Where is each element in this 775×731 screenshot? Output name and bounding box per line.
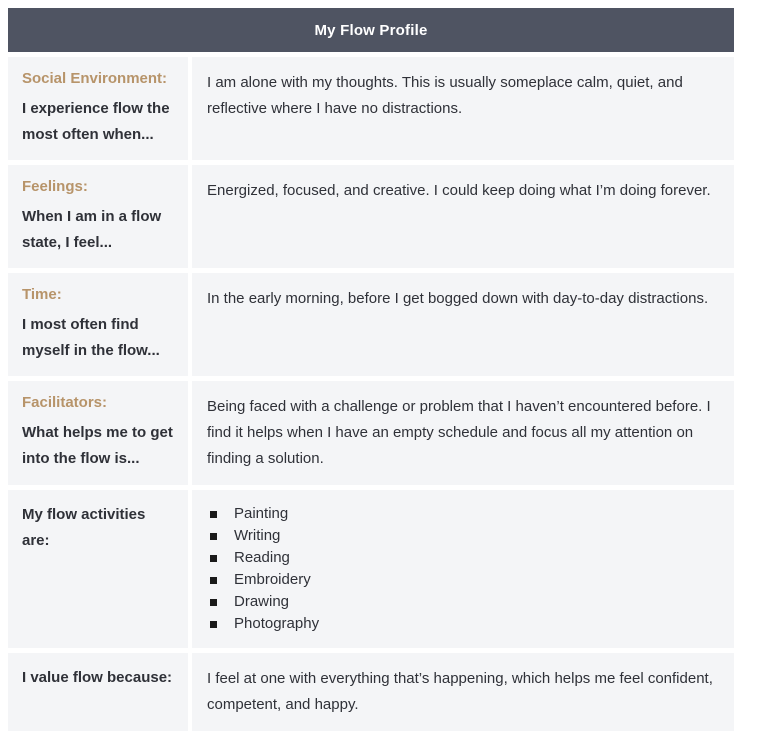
table-row [8, 381, 734, 485]
row-heading: Social Environment: [22, 70, 168, 87]
row-heading: Feelings: [22, 178, 88, 195]
table-title: My Flow Profile [314, 21, 428, 39]
list-item [207, 569, 718, 591]
list-item [207, 503, 718, 525]
square-bullet-icon [210, 555, 217, 562]
row-label-cell [8, 490, 188, 648]
list-item [207, 591, 718, 613]
list-item-label: Writing [234, 527, 281, 544]
row-prompt: I experience flow the most often when... [22, 100, 170, 143]
table-row [8, 490, 734, 648]
row-label-cell [8, 273, 188, 376]
square-bullet-icon [210, 533, 217, 540]
list-item-label: Drawing [234, 593, 290, 610]
row-content-text: I feel at one with everything that’s happening, which helps me feel confident, competent, and happy. [207, 670, 713, 713]
list-item [207, 547, 718, 569]
row-prompt: When I am in a flow state, I feel... [22, 208, 162, 251]
row-label-cell [8, 381, 188, 485]
flow-activities-list [207, 503, 718, 635]
table-header [8, 8, 734, 52]
row-prompt: I value flow because: [22, 669, 173, 686]
list-item-label: Reading [234, 549, 290, 566]
table-row [8, 653, 734, 731]
row-content-cell [192, 653, 734, 731]
square-bullet-icon [210, 577, 217, 584]
row-content-cell [192, 165, 734, 268]
row-prompt: I most often find myself in the flow... [22, 316, 160, 359]
row-content-text: In the early morning, before I get bogged down with day-to-day distractions. [207, 290, 709, 307]
row-content-cell [192, 490, 734, 648]
row-content-text: I am alone with my thoughts. This is usually someplace calm, quiet, and reflective where I have no distractions. [207, 74, 683, 117]
square-bullet-icon [210, 621, 217, 628]
row-content-cell [192, 57, 734, 160]
list-item [207, 613, 718, 635]
row-prompt: What helps me to get into the flow is... [22, 424, 173, 467]
list-item-label: Embroidery [234, 571, 311, 588]
table-row [8, 273, 734, 376]
row-label-cell [8, 57, 188, 160]
row-content-text: Energized, focused, and creative. I could keep doing what I’m doing forever. [207, 182, 711, 199]
row-content-cell [192, 273, 734, 376]
square-bullet-icon [210, 511, 217, 518]
table-row [8, 165, 734, 268]
list-item-label: Painting [234, 505, 289, 522]
flow-profile-table [8, 8, 734, 731]
row-label-cell [8, 165, 188, 268]
square-bullet-icon [210, 599, 217, 606]
row-heading: Time: [22, 286, 62, 303]
list-item [207, 525, 718, 547]
row-label-cell [8, 653, 188, 731]
table-row [8, 57, 734, 160]
row-content-cell [192, 381, 734, 485]
row-heading: Facilitators: [22, 394, 108, 411]
row-prompt: My flow activities are: [22, 506, 146, 549]
list-item-label: Photography [234, 615, 320, 632]
row-content-text: Being faced with a challenge or problem that I haven’t encountered before. I find it helps when I have an empty schedule and focus all my attention on finding a solution. [207, 398, 711, 467]
